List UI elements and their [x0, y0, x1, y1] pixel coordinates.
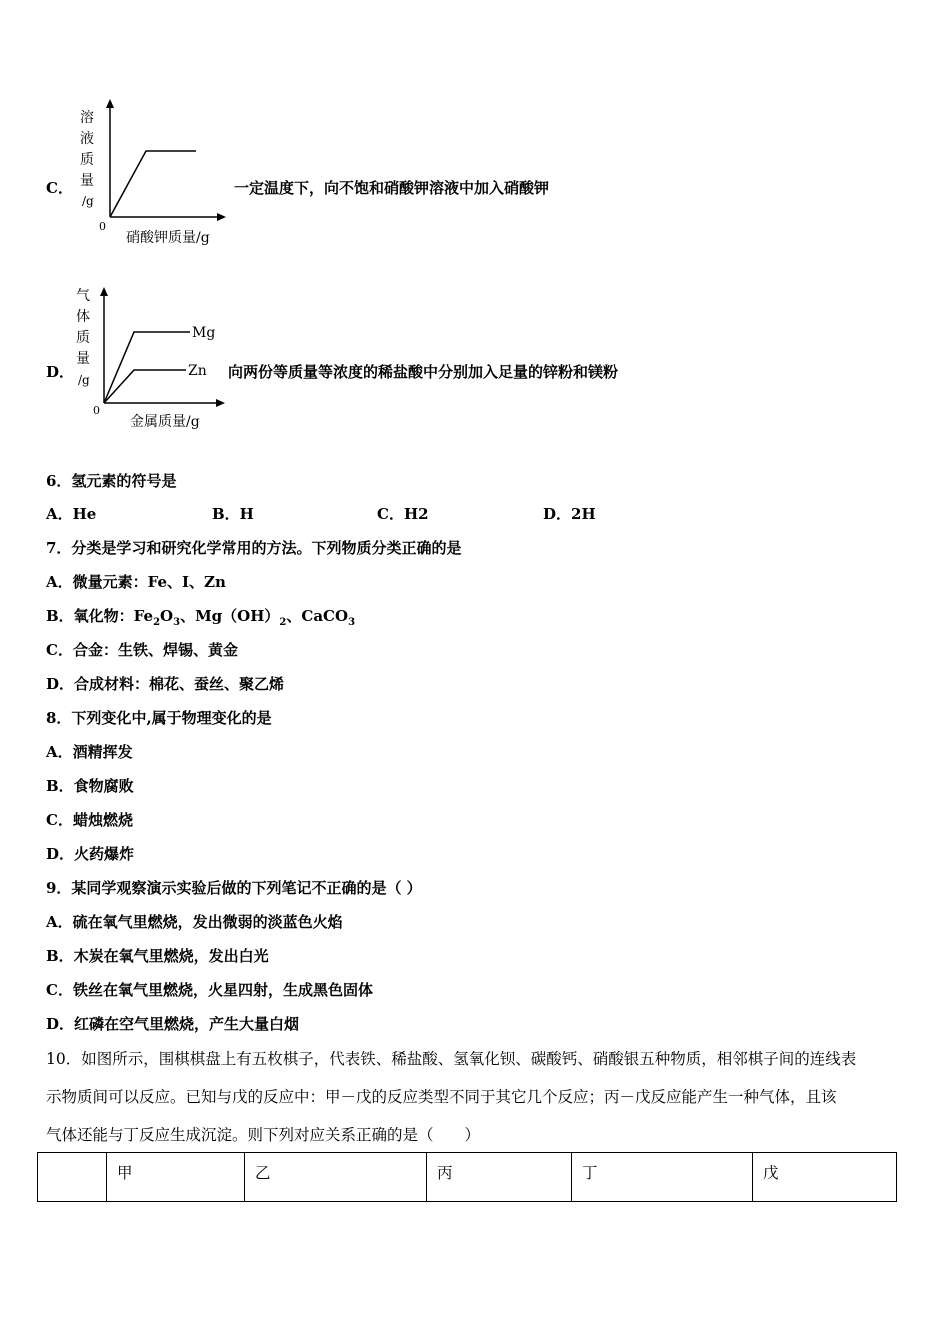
q7-option-c: C．合金：生铁、焊锡、黄金: [46, 641, 238, 659]
graph-c-ylabel-1: 溶: [80, 110, 94, 126]
table-header-bing: 丙: [427, 1153, 572, 1202]
q10-answer-table: [37, 1152, 897, 1202]
q6-option-c: C．H2: [377, 505, 429, 523]
q6-option-a: A．He: [46, 505, 97, 523]
graph-c-ylabel-4: 量: [80, 173, 94, 189]
q7-b-sub3: 2: [279, 617, 287, 628]
q7-option-d: D．合成材料：棉花、蚕丝、聚乙烯: [46, 675, 285, 693]
q9-option-b: B．木炭在氧气里燃烧，发出白光: [46, 947, 269, 965]
table-header-ding: 丁: [572, 1153, 753, 1202]
q9-option-a: A．硫在氧气里燃烧，发出微弱的淡蓝色火焰: [46, 913, 343, 931]
q6-stem: 6．氢元素的符号是: [46, 472, 177, 490]
q8-stem: 8．下列变化中,属于物理变化的是: [46, 709, 272, 727]
table-header-yi: 乙: [245, 1153, 427, 1202]
q5-d-label: D．: [46, 363, 75, 381]
q7-b-mid2: 、Mg（OH）: [180, 607, 280, 625]
q5-c-label: C．: [46, 179, 73, 197]
q8-option-b: B．食物腐败: [46, 777, 134, 795]
q6-option-d: D．2H: [543, 505, 596, 523]
table-header-blank: [38, 1153, 107, 1202]
graph-c-ylabel-3: 质: [80, 152, 94, 168]
table-header-jia: 甲: [107, 1153, 245, 1202]
graph-d-ylabel-5: /g: [78, 373, 90, 387]
table-header-wu: 戊: [753, 1153, 897, 1202]
q9-stem: 9．某同学观察演示实验后做的下列笔记不正确的是（ ）: [46, 879, 422, 897]
graph-d-ylabel-2: 体: [76, 309, 90, 325]
q8-option-a: A．酒精挥发: [46, 743, 133, 761]
q5-c-desc: 一定温度下，向不饱和硝酸钾溶液中加入硝酸钾: [234, 179, 550, 197]
graph-c: [70, 95, 240, 250]
q7-stem: 7．分类是学习和研究化学常用的方法。下列物质分类正确的是: [46, 539, 462, 557]
q7-b-sub2: 3: [173, 617, 181, 628]
graph-d-ylabel-3: 质: [76, 330, 90, 346]
graph-d-origin: 0: [93, 404, 100, 417]
q7-b-sub4: 3: [348, 617, 356, 628]
table-row: [38, 1153, 897, 1202]
graph-c-origin: 0: [99, 220, 106, 233]
graph-d-xlabel: 金属质量/g: [130, 414, 200, 430]
graph-d-ylabel-1: 气: [76, 288, 90, 304]
q7-option-a: A．微量元素：Fe、I、Zn: [46, 573, 226, 591]
q10-line-2: 示物质间可以反应。已知与戊的反应中：甲－戊的反应类型不同于其它几个反应；丙－戊反应能产生一种气体，且该: [46, 1088, 837, 1106]
graph-c-ylabel-2: 液: [80, 131, 94, 147]
q7-b-sub1: 2: [153, 617, 161, 628]
q5-d-desc: 向两份等质量等浓度的稀盐酸中分别加入足量的锌粉和镁粉: [228, 363, 619, 381]
graph-c-ylabel-5: /g: [82, 194, 94, 208]
q10-line-3: 气体还能与丁反应生成沉淀。则下列对应关系正确的是（ ）: [46, 1126, 481, 1144]
graph-c-xlabel: 硝酸钾质量/g: [126, 230, 210, 246]
q9-option-d: D．红磷在空气里燃烧，产生大量白烟: [46, 1015, 300, 1033]
q7-b-mid1: O: [160, 607, 174, 625]
graph-d-series-mg: Mg: [192, 325, 216, 341]
q8-option-d: D．火药爆炸: [46, 845, 135, 863]
q9-option-c: C．铁丝在氧气里燃烧，火星四射，生成黑色固体: [46, 981, 373, 999]
graph-d: [70, 278, 240, 438]
q7-b-mid3: 、CaCO: [286, 607, 349, 625]
q6-option-b: B．H: [212, 505, 254, 523]
graph-d-ylabel-4: 量: [76, 351, 90, 367]
q10-line-1: 10．如图所示，围棋棋盘上有五枚棋子，代表铁、稀盐酸、氢氧化钡、碳酸钙、硝酸银五种物质，相邻棋子间的连线表: [46, 1050, 857, 1068]
graph-d-series-zn: Zn: [188, 363, 207, 379]
q7-b-prefix: B．氧化物：Fe: [46, 607, 154, 625]
q7-option-b: [46, 605, 355, 628]
q8-option-c: C．蜡烛燃烧: [46, 811, 133, 829]
